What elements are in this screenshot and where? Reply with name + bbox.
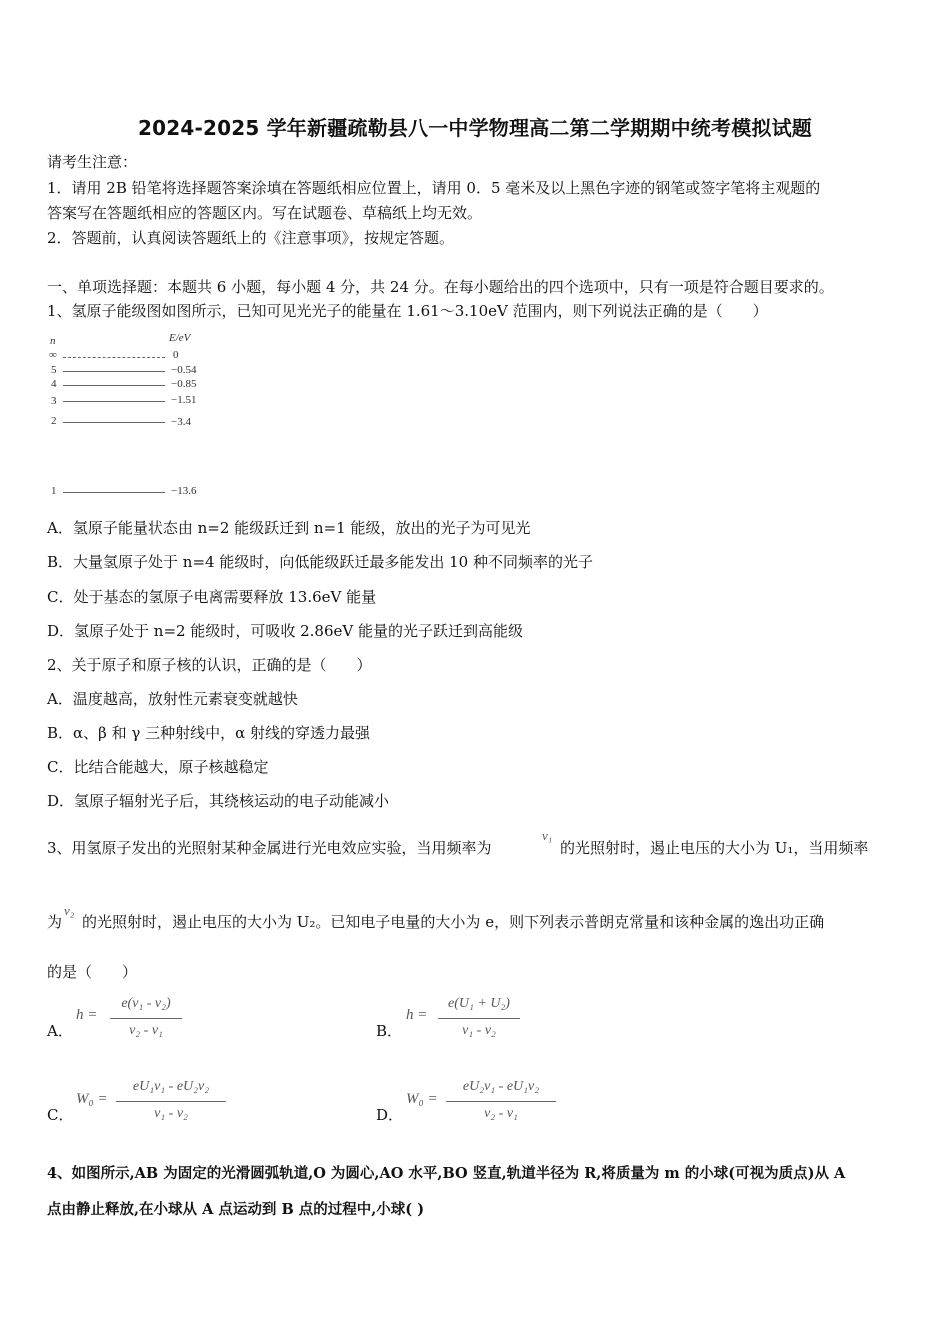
q3-option-c-fraction-bar [116, 1101, 226, 1102]
level-line-inf [63, 357, 165, 358]
q3-stem-line-1b: 的光照射时，遏止电压的大小为 U₁，当用频率 [560, 839, 869, 857]
q1-option-c: C．处于基态的氢原子电离需要释放 13.6eV 能量 [47, 588, 377, 606]
level-line-5 [63, 371, 165, 372]
q3-option-b-numerator: e(U₁ + U₂) [448, 996, 510, 1011]
notice-heading: 请考生注意： [47, 153, 138, 171]
diagram-n-label: n [50, 335, 56, 347]
q3-option-a-denominator: ν₂ - ν₁ [129, 1023, 163, 1038]
level-line-1 [63, 492, 165, 493]
q3-stem-line-2b: 的光照射时，遏止电压的大小为 U₂。已知电子电量的大小为 e，则下列表示普朗克常量和该种金属的逸出功正确 [82, 913, 825, 931]
q3-option-d-lhs: W₀ = [406, 1091, 438, 1107]
energy-level-diagram [47, 330, 217, 505]
level-line-4 [63, 385, 165, 386]
level-n-2: 2 [51, 415, 57, 427]
level-e-4: −0.85 [171, 378, 197, 390]
q3-stem-line-3: 的是（ ） [47, 963, 138, 981]
q3-option-c-label: C． [47, 1106, 74, 1124]
q3-option-c-denominator: ν₁ - ν₂ [154, 1106, 188, 1121]
level-n-3: 3 [51, 395, 57, 407]
q3-option-c-numerator: eU₁ν₁ - eU₂ν₂ [132, 1079, 210, 1094]
q2-option-c: C．比结合能越大，原子核越稳定 [47, 758, 269, 776]
section-heading: 一、单项选择题：本题共 6 小题，每小题 4 分，共 24 分。在每小题给出的四个选项中，只有一项是符合题目要求的。 [47, 278, 834, 296]
q3-option-b-denominator: ν₁ - ν₂ [462, 1023, 496, 1038]
q1-option-d: D．氢原子处于 n=2 能级时，可吸收 2.86eV 能量的光子跃迁到高能级 [47, 622, 523, 640]
q3-option-d-fraction-bar [446, 1101, 556, 1102]
q3-option-a-label: A． [47, 1022, 73, 1040]
q3-option-d-numerator: eU₂ν₁ - eU₁ν₂ [462, 1079, 540, 1094]
q3-option-c-lhs: W₀ = [76, 1091, 108, 1107]
q3-option-b-label: B． [376, 1022, 403, 1040]
q3-option-b-fraction-bar [438, 1018, 520, 1019]
page-title: 2024-2025 学年新疆疏勒县八一中学物理高二第二学期期中统考模拟试题 [138, 116, 812, 140]
q3-option-d-label: D． [376, 1106, 404, 1124]
q3-nu1-symbol: ν₁ [542, 828, 553, 843]
q3-option-a-fraction-bar [110, 1018, 182, 1019]
level-n-inf: ∞ [49, 349, 57, 361]
level-line-3 [63, 401, 165, 402]
level-e-5: −0.54 [171, 364, 197, 376]
q2-stem: 2、关于原子和原子核的认识，正确的是（ ） [47, 656, 372, 674]
q2-option-d: D．氢原子辐射光子后，其绕核运动的电子动能减小 [47, 792, 390, 810]
notice-line-1b: 答案写在答题纸相应的答题区内。写在试题卷、草稿纸上均无效。 [47, 204, 483, 222]
q1-option-a: A．氢原子能量状态由 n=2 能级跃迁到 n=1 能级，放出的光子为可见光 [47, 519, 531, 537]
level-n-1: 1 [51, 485, 57, 497]
q3-nu2-symbol: ν₂ [64, 903, 75, 918]
level-line-2 [63, 422, 165, 423]
level-n-5: 5 [51, 364, 57, 376]
q1-option-b: B．大量氢原子处于 n=4 能级时，向低能级跃迁最多能发出 10 种不同频率的光子 [47, 553, 593, 571]
level-e-2: −3.4 [171, 416, 191, 428]
q3-option-a-lhs: h = [76, 1007, 98, 1023]
diagram-e-label: E/eV [169, 332, 191, 344]
q4-stem-line-1: 4、如图所示,AB 为固定的光滑圆弧轨道,O 为圆心,AO 水平,BO 竖直,轨道半径为 R,将质量为 m 的小球(可视为质点)从 A [47, 1165, 846, 1182]
q3-stem-line-2a: 为 [47, 913, 63, 931]
notice-line-1a: 1．请用 2B 铅笔将选择题答案涂填在答题纸相应位置上，请用 0．5 毫米及以上黑色字迹的钢笔或签字笔将主观题的 [47, 179, 821, 197]
q3-stem-line-1a: 3、用氢原子发出的光照射某种金属进行光电效应实验，当用频率为 [47, 839, 492, 857]
notice-line-2: 2．答题前，认真阅读答题纸上的《注意事项》，按规定答题。 [47, 229, 455, 247]
q2-option-b: B．α、β 和 γ 三种射线中，α 射线的穿透力最强 [47, 724, 370, 742]
q4-stem-line-2: 点由静止释放,在小球从 A 点运动到 B 点的过程中,小球( ) [47, 1201, 425, 1218]
level-e-3: −1.51 [171, 394, 197, 406]
q3-option-d-denominator: ν₂ - ν₁ [484, 1106, 518, 1121]
level-n-4: 4 [51, 378, 57, 390]
level-e-1: −13.6 [171, 485, 197, 497]
q3-option-a-numerator: e(ν₁ - ν₂) [121, 996, 171, 1011]
q3-option-b-lhs: h = [406, 1007, 428, 1023]
level-e-inf: 0 [173, 349, 179, 361]
q1-stem: 1、氢原子能级图如图所示，已知可见光光子的能量在 1.61～3.10eV 范围内，则下列说法正确的是（ ） [47, 302, 768, 320]
q2-option-a: A．温度越高，放射性元素衰变就越快 [47, 690, 298, 708]
